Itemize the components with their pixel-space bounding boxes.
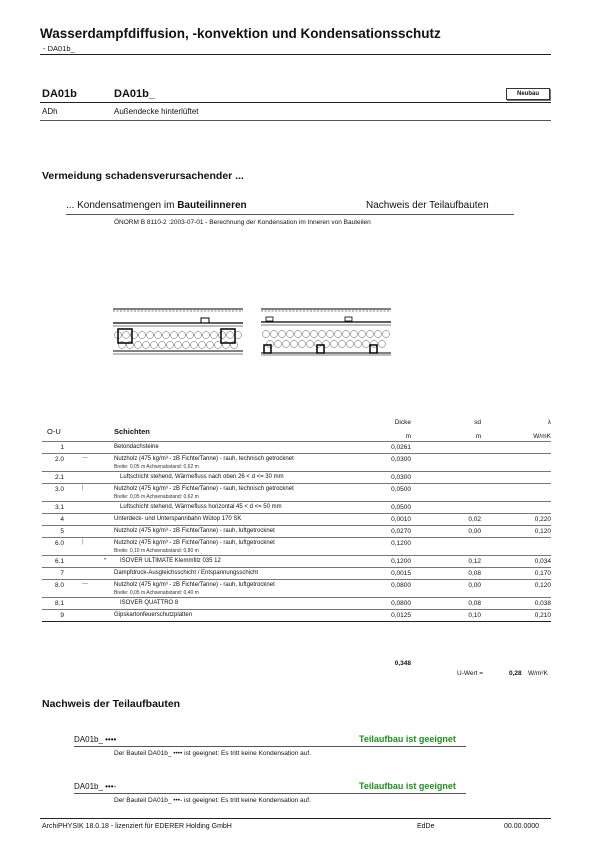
- row-divider: [42, 501, 551, 502]
- layer-sub: Breite: 0,05 m Achsenabstand: 0,40 m: [114, 590, 199, 596]
- row-divider: [42, 453, 551, 454]
- subsection-right: Nachweis der Teilaufbauten: [366, 200, 489, 211]
- col-header-sd: sd: [474, 419, 481, 426]
- layer-name: ISOVER QUATTRO 8: [120, 600, 179, 606]
- subassembly-code: DA01b_ ••••: [74, 735, 117, 744]
- row-divider: [42, 579, 551, 580]
- layer-name: Nutzholz (475 kg/m³ - zB Fichte/Tanne) - rauh, luftgetrocknet: [114, 528, 275, 534]
- layer-sd: 0,02: [468, 516, 481, 523]
- layer-name: Dampfdruck-Ausgleichsschicht / Entspannungsschicht: [114, 570, 259, 576]
- row-divider: [42, 513, 551, 514]
- layer-lambda: 0,120: [534, 582, 551, 589]
- uwert-value: 0,28: [509, 670, 522, 677]
- row-divider: [42, 621, 551, 622]
- section-heading-subassemblies: Nachweis der Teilaufbauten: [42, 698, 181, 710]
- layer-sd: 0,12: [468, 558, 481, 565]
- element-divider: [40, 102, 551, 103]
- layer-lambda: 0,034: [534, 558, 551, 565]
- footer-license: ArchiPHYSIK 18.0.18 - lizenziert für EDERER Holding GmbH: [42, 823, 232, 830]
- row-divider: [42, 609, 551, 610]
- element-description: Außendecke hinterlüftet: [114, 107, 199, 116]
- col-unit-sd: m: [475, 433, 481, 440]
- element-short: ADh: [42, 107, 58, 116]
- subassembly-status: Teilaufbau ist geeignet: [359, 734, 456, 744]
- row-divider: [42, 537, 551, 538]
- page-title: Wasserdampfdiffusion, -konvektion und Kondensationsschutz: [40, 26, 441, 41]
- layer-ou: 2.0: [54, 456, 64, 463]
- subassembly-divider: [74, 746, 466, 747]
- layer-lambda: 0,210: [534, 612, 551, 619]
- layer-ou: 3.1: [54, 504, 64, 511]
- layer-name: Nutzholz (475 kg/m³ - zB Fichte/Tanne) - rauh, technisch getrocknet: [114, 486, 294, 492]
- layer-ou: 1: [60, 444, 64, 451]
- col-header-thickness: Dicke: [394, 419, 411, 426]
- page-subtitle: - DA01b_: [43, 44, 75, 53]
- total-thickness: 0,348: [394, 660, 411, 667]
- layer-name: Nutzholz (475 kg/m³ - zB Fichte/Tanne) - rauh, luftgetrocknet: [114, 582, 275, 588]
- row-divider: [42, 471, 551, 472]
- layer-sub: Breite: 0,05 m Achsenabstand: 0,62 m: [114, 464, 199, 470]
- layer-thickness: 0,0500: [391, 486, 411, 493]
- layer-lambda: 0,220: [534, 516, 551, 523]
- col-unit-lambda: W/mK: [533, 433, 551, 440]
- subassembly-code: DA01b_ •••-: [74, 782, 117, 791]
- layer-sd: 0,08: [468, 600, 481, 607]
- layer-thickness: 0,0800: [391, 582, 411, 589]
- footer-date: 00.00.0000: [504, 823, 540, 830]
- status-badge: Neubau: [506, 88, 550, 100]
- layer-name: Gipskartonfeuerschutzplatten: [114, 612, 193, 618]
- col-unit-thickness: m: [405, 433, 411, 440]
- layer-thickness: 0,1200: [391, 558, 411, 565]
- col-header-ou: O-U: [47, 427, 61, 436]
- col-header-lambda: λ: [547, 419, 551, 426]
- subsection-bold: Bauteilinneren: [177, 200, 247, 211]
- norm-reference: ÖNORM B 8110-2 :2003-07-01 - Berechnung der Kondensation im Inneren von Bauteilen: [114, 219, 371, 226]
- subassembly-status: Teilaufbau ist geeignet: [359, 781, 456, 791]
- layer-ou: 4: [60, 516, 64, 523]
- row-divider: [42, 597, 551, 598]
- layer-thickness: 0,0010: [391, 516, 411, 523]
- layer-ou: 7: [60, 570, 64, 577]
- element-code: DA01b: [42, 88, 77, 100]
- layer-ou: 9: [60, 612, 64, 619]
- layer-thickness: 0,0125: [391, 612, 411, 619]
- header-divider: [40, 54, 551, 55]
- layer-mark: |: [82, 485, 84, 491]
- row-divider: [42, 483, 551, 484]
- row-divider: [42, 555, 551, 556]
- layer-ou: 8.1: [54, 600, 64, 607]
- layer-ou: 2.1: [54, 474, 64, 481]
- subassembly-divider: [74, 793, 466, 794]
- layer-sd: 0,00: [468, 528, 481, 535]
- layer-name: Unterdeck- und Unterspannbahn Wütop 170 SK: [114, 516, 242, 522]
- footer-user: EdDe: [417, 823, 435, 830]
- element-divider-2: [40, 120, 551, 121]
- section-heading-condensation: Vermeidung schadensverursachender ...: [42, 170, 244, 182]
- subassembly-text: Der Bauteil DA01b_ •••• ist geeignet: Es tritt keine Kondensation auf.: [114, 750, 311, 757]
- layer-name: Nutzholz (475 kg/m³ - zB Fichte/Tanne) - rauh, luftgetrocknet: [114, 540, 275, 546]
- footer-divider: [40, 818, 551, 819]
- element-name: DA01b_: [114, 88, 155, 100]
- uwert-label: U-Wert =: [457, 670, 484, 677]
- layer-name: Betondachsteine: [114, 444, 159, 450]
- subassembly-text: Der Bauteil DA01b_ •••- ist geeignet: Es tritt keine Kondensation auf.: [114, 797, 311, 804]
- layer-name: Nutzholz (475 kg/m³ - zB Fichte/Tanne) - rauh, technisch getrocknet: [114, 456, 294, 462]
- layer-sub: Breite: 0,10 m Achsenabstand: 0,80 m: [114, 548, 199, 554]
- layer-mark: |: [82, 539, 84, 545]
- layer-thickness: 0,0300: [391, 474, 411, 481]
- uwert-unit: W/m²K: [528, 670, 548, 677]
- subsection-heading: [66, 200, 247, 211]
- cross-section-diagram-2: [261, 307, 391, 359]
- layer-thickness: 0,1200: [391, 540, 411, 547]
- layer-sub: Breite: 0,05 m Achsenabstand: 0,62 m: [114, 494, 199, 500]
- layer-thickness: 0,0800: [391, 600, 411, 607]
- layer-name: ISOVER ULTIMATE Klemmfilz 035 12: [120, 558, 221, 564]
- layer-ou: 6.0: [54, 540, 64, 547]
- layer-thickness: 0,0015: [391, 570, 411, 577]
- layer-ou: 3.0: [54, 486, 64, 493]
- layer-lambda: 0,120: [534, 528, 551, 535]
- layer-sd: 0,08: [468, 570, 481, 577]
- layer-mark: —: [82, 581, 88, 587]
- row-divider: [42, 441, 551, 442]
- layer-lambda: 0,038: [534, 600, 551, 607]
- layer-ou: 6.1: [54, 558, 64, 565]
- layer-name: Luftschicht stehend, Wärmefluss nach oben 26 < d <= 30 mm: [120, 474, 284, 480]
- layer-sd: 0,10: [468, 612, 481, 619]
- layer-mark: •: [104, 557, 107, 563]
- col-header-layers: Schichten: [114, 427, 150, 436]
- layer-thickness: 0,0300: [391, 456, 411, 463]
- layer-sd: 0,00: [468, 582, 481, 589]
- subsection-prefix: ... Kondensatmengen im: [66, 200, 178, 211]
- layer-lambda: 0,170: [534, 570, 551, 577]
- row-divider: [42, 567, 551, 568]
- layer-thickness: 0,0261: [391, 444, 411, 451]
- row-divider: [42, 525, 551, 526]
- layer-name: Luftschicht stehend, Wärmefluss horizontal 45 < d <= 50 mm: [120, 504, 282, 510]
- layer-ou: 8.0: [54, 582, 64, 589]
- subsection-divider: [66, 214, 514, 215]
- layer-thickness: 0,0500: [391, 504, 411, 511]
- layer-thickness: 0,0270: [391, 528, 411, 535]
- layer-mark: —: [82, 455, 88, 461]
- layer-ou: 5: [60, 528, 64, 535]
- cross-section-diagram-1: [113, 307, 243, 359]
